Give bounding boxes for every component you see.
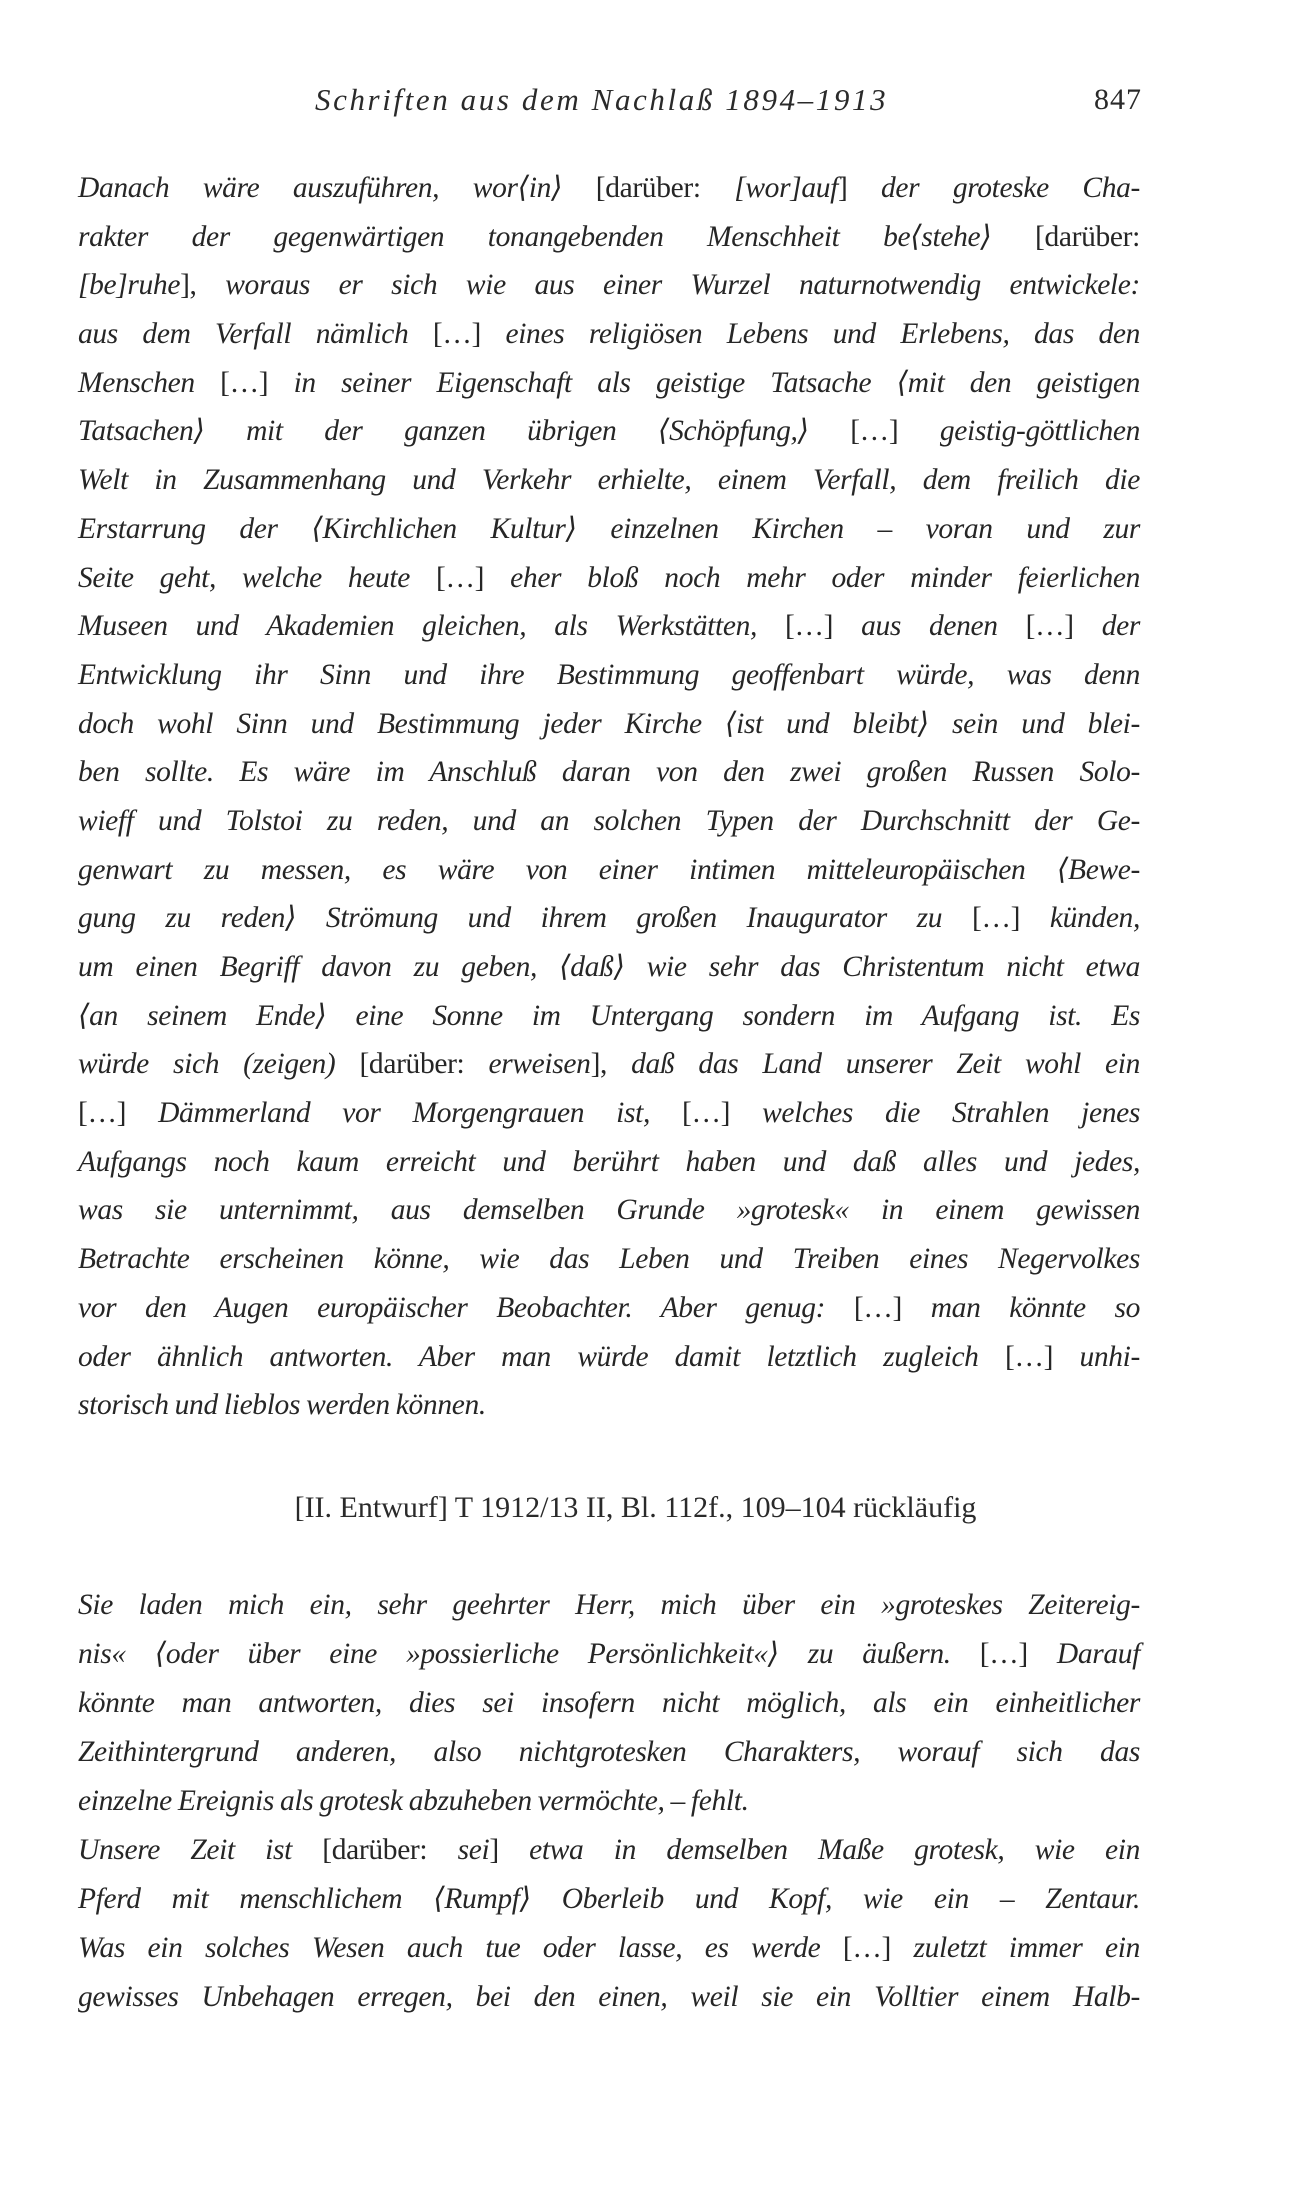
- editorial-note: […]: [850, 415, 940, 448]
- text-line: [78, 992, 1140, 1041]
- text-run: der groteske Cha-: [881, 172, 1141, 204]
- text-line: [78, 164, 1140, 213]
- text-line: [78, 1040, 1140, 1089]
- editorial-note: [darüber:: [1035, 220, 1140, 253]
- text-run: Museen und Akademien gleichen, als Werkstätten,: [78, 610, 785, 643]
- text-run: gewisses Unbehagen erregen, bei den einen, weil sie ein Volltier einem Halb-: [78, 1981, 1140, 2013]
- text-run: Was ein solches Wesen auch tue oder lasse, es werde: [78, 1932, 843, 1964]
- editorial-note: [darüber:: [322, 1834, 458, 1866]
- text-run: eines religiösen Lebens und Erlebens, das den: [505, 318, 1140, 351]
- text-line: [78, 894, 1140, 943]
- text-line: [78, 1089, 1140, 1138]
- text-line: [78, 602, 1140, 651]
- text-run: [be]ruhe: [78, 269, 181, 302]
- text-run: ben sollte. Es wäre im Anschluß daran von den zwei großen Russen Solo-: [78, 756, 1140, 789]
- text-run: geistig-göttlichen: [939, 415, 1141, 448]
- running-head-title: Schriften aus dem Nachlaß 1894–1913: [315, 82, 889, 117]
- text-run: Unsere Zeit ist: [78, 1834, 323, 1866]
- text-line: [78, 407, 1140, 456]
- text-run: künden,: [1049, 902, 1140, 935]
- section-2-text: [78, 1581, 1140, 2022]
- text-run: sei: [457, 1834, 490, 1866]
- text-line: [78, 651, 1140, 700]
- text-run: würde sich (zeigen): [78, 1048, 360, 1081]
- section-heading: [0, 1484, 1309, 1532]
- text-run: rakter der gegenwärtigen tonangebenden Menschheit be⟨stehe⟩: [78, 220, 1036, 253]
- editorial-note: […]: [853, 1291, 931, 1324]
- text-line: [78, 261, 1140, 310]
- text-run: Entwicklung ihr Sinn und ihre Bestimmung geoffenbart würde, was denn: [78, 658, 1140, 691]
- editorial-note: […]: [432, 318, 506, 351]
- text-run: gung zu reden⟩ Strömung und ihrem großen Inaugurator zu: [78, 902, 972, 935]
- text-run: Dämmerland vor Morgengrauen ist,: [158, 1097, 683, 1130]
- text-line: [78, 310, 1140, 359]
- text-run: um einen Begriff davon zu geben, ⟨daß⟩ wie sehr das Christentum nicht etwa: [78, 951, 1140, 983]
- text-line: [78, 1235, 1140, 1284]
- text-run: Zeithintergrund anderen, also nichtgrotesken Charakters, worauf sich das: [78, 1736, 1140, 1768]
- text-line: [78, 1826, 1140, 1875]
- text-run: etwa in demselben Maße grotesk, wie ein: [529, 1834, 1140, 1866]
- text-line: [78, 1138, 1140, 1187]
- editorial-note: ]: [489, 1834, 530, 1866]
- text-run: Erstarrung der ⟨Kirchlichen Kultur⟩ einzelnen Kirchen – voran und zur: [78, 512, 1140, 545]
- text-run: vor den Augen europäischer Beobachter. Aber genug:: [78, 1291, 854, 1324]
- text-line: [78, 1973, 1140, 2022]
- text-line: [78, 1186, 1140, 1235]
- text-run: aus dem Verfall nämlich: [78, 318, 433, 351]
- text-run: Menschen: [78, 366, 221, 399]
- editorial-note: ],: [180, 269, 226, 302]
- section-heading-text: [II. Entwurf] T 1912/13 II, Bl. 112f., 109–104 rückläufig: [294, 1491, 977, 1524]
- text-run: Welt in Zusammenhang und Verkehr erhielte, einem Verfall, dem freilich die: [78, 464, 1140, 497]
- text-run: Danach wäre auszuführen, wor⟨in⟩: [78, 172, 596, 204]
- text-run: daß das Land unserer Zeit wohl ein: [631, 1048, 1140, 1081]
- running-head: [0, 76, 1309, 124]
- text-run: doch wohl Sinn und Bestimmung jeder Kirche ⟨ist und bleibt⟩ sein und blei-: [78, 707, 1140, 740]
- editorial-note: ]: [837, 172, 882, 204]
- text-run: woraus er sich wie aus einer Wurzel naturnotwendig entwickele:: [225, 269, 1140, 302]
- text-run: ⟨an seinem Ende⟩ eine Sonne im Untergang sondern im Aufgang ist. Es: [78, 999, 1140, 1032]
- page-number: 847: [1094, 83, 1142, 116]
- text-run: in seiner Eigenschaft als geistige Tatsache ⟨mit den geistigen: [293, 366, 1140, 399]
- text-line: [78, 846, 1140, 895]
- text-run: eher bloß noch mehr oder minder feierlichen: [510, 561, 1141, 594]
- text-run: welches die Strahlen jenes: [762, 1097, 1141, 1130]
- text-run: [wor]auf: [734, 172, 838, 204]
- text-run: Betrachte erscheinen könne, wie das Leben und Treiben eines Negervolkes: [78, 1243, 1140, 1276]
- editorial-note: […]: [220, 366, 294, 399]
- text-line: [78, 554, 1140, 603]
- section-1-text: [78, 164, 1140, 1430]
- text-line: [78, 1875, 1140, 1924]
- text-line: [78, 1777, 1140, 1826]
- text-line: [78, 1924, 1140, 1973]
- text-run: genwart zu messen, es wäre von einer intimen mitteleuropäischen ⟨Bewe-: [78, 853, 1140, 886]
- text-run: zuletzt immer ein: [913, 1932, 1140, 1964]
- text-run: unhi-: [1079, 1340, 1140, 1373]
- editorial-note: [darüber:: [359, 1048, 489, 1081]
- editorial-note: […]: [78, 1097, 159, 1130]
- editorial-note: […]: [842, 1932, 914, 1964]
- text-run: Seite geht, welche heute: [78, 561, 437, 594]
- text-line: [78, 1679, 1140, 1728]
- text-run: Sie laden mich ein, sehr geehrter Herr, mich über ein »groteskes Zeitereig-: [78, 1589, 1140, 1621]
- text-run: storisch und lieblos werden können.: [78, 1389, 486, 1422]
- text-line: [78, 213, 1140, 262]
- text-run: Pferd mit menschlichem ⟨Rumpf⟩ Oberleib und Kopf, wie ein – Zentaur.: [78, 1883, 1140, 1915]
- text-run: wieff und Tolstoi zu reden, und an solchen Typen der Durchschnitt der Ge-: [78, 804, 1140, 837]
- text-run: erweisen: [488, 1048, 591, 1081]
- text-run: Darauf: [1056, 1638, 1140, 1670]
- editorial-note: [darüber:: [595, 172, 735, 204]
- text-run: aus denen: [861, 610, 1026, 643]
- editorial-note: […]: [436, 561, 511, 594]
- text-line: [78, 1381, 1140, 1430]
- editorial-note: […]: [972, 902, 1050, 935]
- text-line: [78, 943, 1140, 992]
- text-run: nis« ⟨oder über eine »possierliche Persönlichkeit«⟩ zu äußern.: [78, 1638, 980, 1670]
- text-line: [78, 1630, 1140, 1679]
- editorial-note: ],: [590, 1048, 632, 1081]
- text-line: [78, 1284, 1140, 1333]
- text-run: Tatsachen⟩ mit der ganzen übrigen ⟨Schöpfung,⟩: [78, 415, 851, 448]
- text-run: oder ähnlich antworten. Aber man würde damit letztlich zugleich: [78, 1340, 1005, 1373]
- text-line: [78, 505, 1140, 554]
- editorial-note: […]: [979, 1638, 1057, 1670]
- text-run: was sie unternimmt, aus demselben Grunde »grotesk« in einem gewissen: [78, 1194, 1140, 1227]
- text-line: [78, 797, 1140, 846]
- text-line: [78, 1581, 1140, 1630]
- text-run: der: [1101, 610, 1140, 643]
- text-line: [78, 359, 1140, 408]
- editorial-note: […]: [784, 610, 862, 643]
- text-run: könnte man antworten, dies sei insofern nicht möglich, als ein einheitlicher: [78, 1687, 1140, 1719]
- editorial-note: […]: [682, 1097, 763, 1130]
- editorial-note: […]: [1025, 610, 1102, 643]
- text-line: [78, 1728, 1140, 1777]
- text-line: [78, 1333, 1140, 1382]
- text-run: einzelne Ereignis als grotesk abzuheben vermöchte, – fehlt.: [78, 1785, 749, 1817]
- text-line: [78, 748, 1140, 797]
- text-line: [78, 456, 1140, 505]
- editorial-note: […]: [1004, 1340, 1080, 1373]
- text-line: [78, 700, 1140, 749]
- text-run: Aufgangs noch kaum erreicht und berührt haben und daß alles und jedes,: [78, 1145, 1140, 1178]
- text-run: man könnte so: [930, 1291, 1141, 1324]
